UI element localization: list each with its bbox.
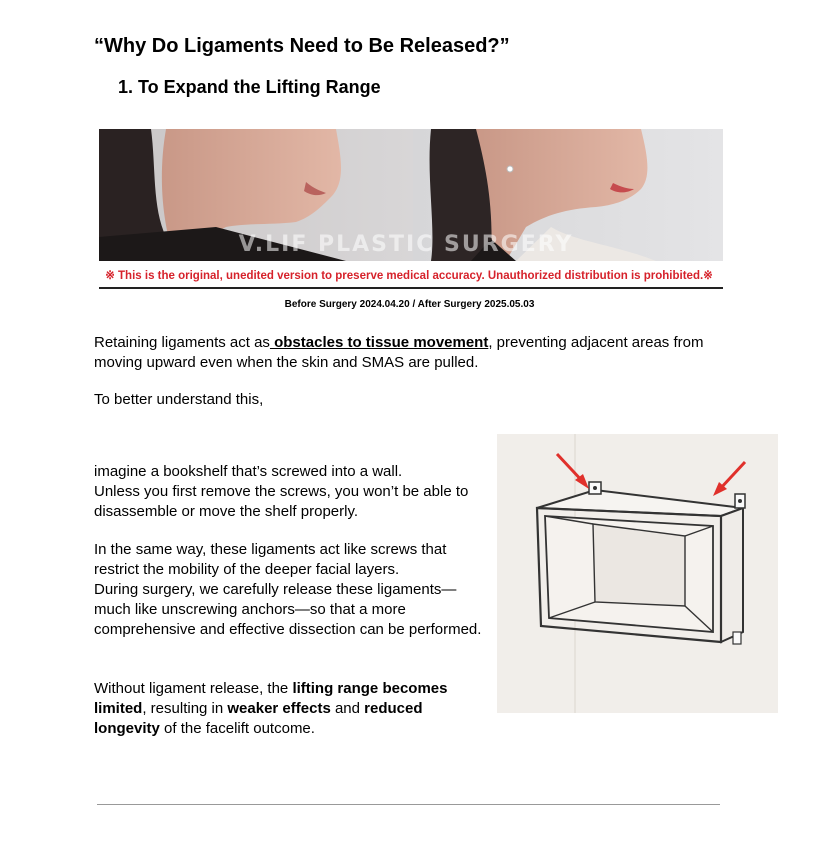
para1-text-start: Retaining ligaments act as <box>94 334 270 351</box>
photo-watermark: V.LIF PLASTIC SURGERY <box>238 232 574 257</box>
para4-sentence2: During surgery, we carefully release these ligaments—much like unscrewing anchors—so that a more comprehensive and effective dissection can be performed. <box>94 581 482 638</box>
para5-text3: and <box>330 700 365 717</box>
para5-text1: Without ligament release, the <box>94 680 293 697</box>
paragraph-same-way <box>94 540 489 640</box>
bookshelf-illustration <box>497 434 778 713</box>
para4-sentence1: In the same way, these ligaments act like screws that restrict the mobility of the deeper facial layers. <box>94 541 447 578</box>
weaker-effects-emphasis: weaker effects <box>227 700 331 717</box>
para1-text-end: , preventing adjacent areas from moving upward even when the skin and SMAS are pulled. <box>94 334 704 371</box>
page-title: “Why Do Ligaments Need to Be Released?” <box>94 35 510 57</box>
before-after-photo-graphic <box>96 127 723 314</box>
obstacles-emphasis: obstacles to tissue movement <box>269 334 489 351</box>
bookshelf-graphic <box>497 434 778 713</box>
paragraph-intro: To better understand this, <box>94 391 264 408</box>
para3-line2: Unless you first remove the screws, you won’t be able to disassemble or move the shelf properly. <box>94 483 469 520</box>
paragraph-bookshelf <box>94 462 489 522</box>
photo-notice: ※ This is the original, unedited version to preserve medical accuracy. Unauthorized distribution is prohibited.※ <box>105 270 713 282</box>
reduced-longevity-emphasis: reduced longevity <box>94 700 423 737</box>
photo-caption: Before Surgery 2024.04.20 / After Surgery 2025.05.03 <box>284 299 535 310</box>
paragraph-obstacles <box>94 333 734 373</box>
para5-text2: , resulting in <box>142 700 228 717</box>
section-divider <box>97 804 720 805</box>
para3-line1: imagine a bookshelf that’s screwed into a wall. <box>94 463 403 480</box>
section-heading: 1. To Expand the Lifting Range <box>118 77 381 97</box>
paragraph-conclusion <box>94 679 489 739</box>
lifting-range-emphasis: lifting range becomes limited <box>94 680 448 717</box>
para5-text4: of the facelift outcome. <box>159 720 315 737</box>
before-after-photo <box>96 127 723 314</box>
